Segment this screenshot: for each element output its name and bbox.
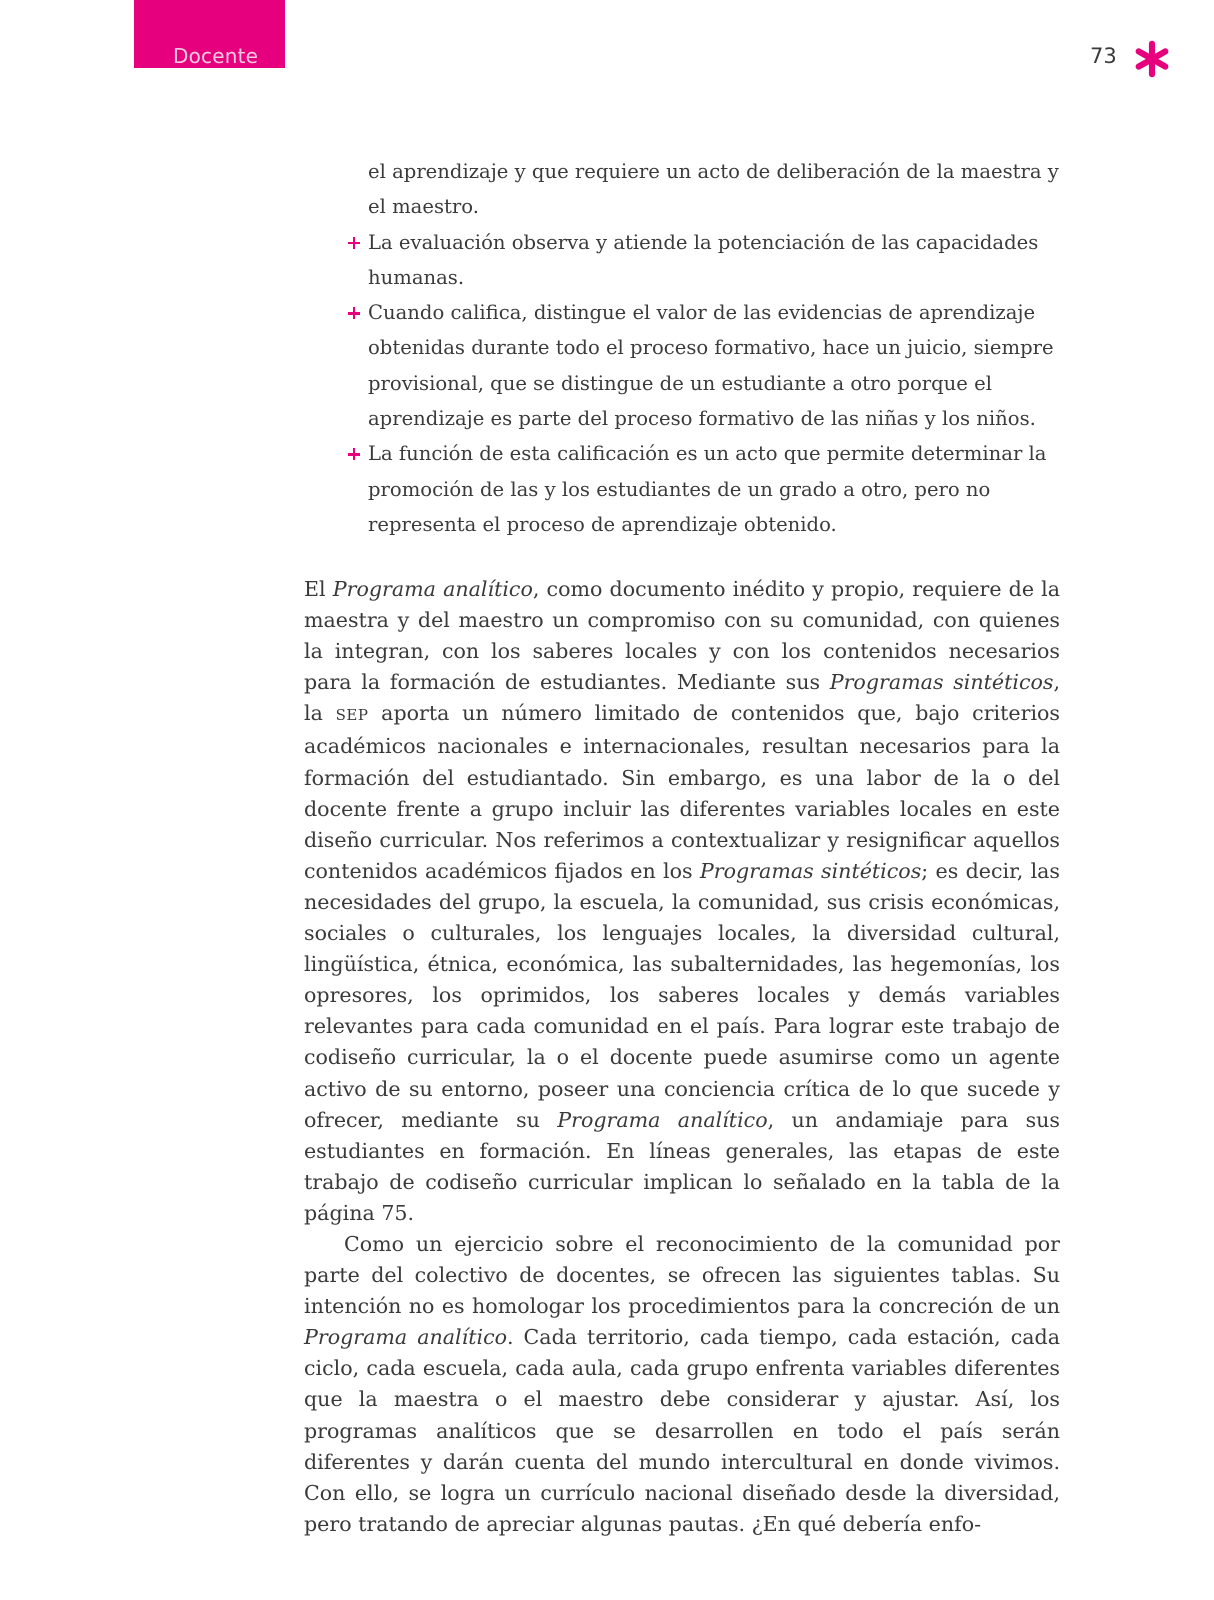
text-run: El — [304, 577, 333, 601]
italic-title: Programas sintéticos — [699, 858, 922, 883]
text-run: , la — [304, 670, 1060, 726]
italic-title: Programa analítico — [332, 577, 533, 601]
asterisk-icon — [1133, 40, 1171, 78]
text-run: aporta un número limitado de contenidos que, bajo criterios académicos nacionales e internacionales, resultan necesarios para la formación del estudiantado. Sin embargo, es una labor de la o del docente frente a grupo incluir las diferentes variables locales en este diseño curricular. Nos referimos a contextualizar y resignificar aquellos contenidos académicos fijados en los — [304, 701, 1060, 883]
acronym: SEP — [335, 706, 369, 725]
list-item — [348, 225, 1060, 296]
list-item — [348, 436, 1060, 542]
list-item-text: La función de esta calificación es un acto que permite determinar la promoción de las y los estudiantes de un grado a otro, pero no representa el proceso de aprendizaje obtenido. — [368, 442, 1047, 536]
text-run: , como documento inédito y propio, requiere de la maestra y del maestro un compromiso con su comunidad, con quienes la integran, con los saberes locales y con los contenidos necesarios para la formación de estudiantes. Mediante sus — [304, 577, 1061, 695]
list-item-text: La evaluación observa y atiende la potenciación de las capacidades humanas. — [368, 230, 1039, 289]
list-item-text: Cuando califica, distingue el valor de las evidencias de aprendizaje obtenidas durante todo el proceso formativo, hace un juicio, siempre provisional, que se distingue de un estudiante a otro porque el aprendizaje es parte del proceso formativo de las niñas y los niños. — [368, 301, 1054, 431]
text-run: ; es decir, las necesidades del grupo, la escuela, la comunidad, sus crisis económicas, sociales o culturales, los lenguajes locales, la diversidad cultural, lingüística, étnica, económica, las subalternidades, las hegemonías, los opresores, los oprimidos, los saberes locales y demás variables relevantes para cada comunidad en el país. Para lograr este trabajo de codiseño curricular, la o el docente puede asumirse como un agente activo de su entorno, poseer una conciencia crítica de lo que sucede y ofrecer, mediante su — [304, 858, 1061, 1132]
italic-title: Programas sintéticos — [829, 670, 1054, 695]
bullet-list — [348, 154, 1060, 542]
plus-bullet-icon — [348, 307, 360, 319]
section-tab — [134, 0, 285, 68]
paragraph — [304, 574, 1060, 1229]
text-run: Como un ejercicio sobre el reconocimiento de la comunidad por parte del colectivo de docentes, se ofrecen las siguientes tablas. Su intención no es homologar los procedimientos para la concreción de un — [304, 1231, 1060, 1319]
body-text — [304, 574, 1060, 1540]
plus-bullet-icon — [348, 237, 360, 249]
paragraph — [304, 1229, 1060, 1540]
list-item — [348, 295, 1060, 436]
page-number: 73 — [1090, 44, 1117, 68]
text-run: , un andamiaje para sus estudiantes en formación. En líneas generales, las etapas de este trabajo de codiseño curricular implican lo señalado en la tabla de la página 75. — [304, 1107, 1060, 1225]
list-item-continuation: el aprendizaje y que requiere un acto de deliberación de la maestra y el maestro. — [368, 160, 1059, 219]
italic-title: Programa analítico — [557, 1107, 768, 1132]
section-label: Docente — [173, 44, 259, 68]
text-run: . Cada territorio, cada tiempo, cada estación, cada ciclo, cada escuela, cada aula, cada grupo enfrenta variables diferentes que la maestra o el maestro debe considerar y ajustar. Así, los programas analíticos que se desarrollen en todo el país serán diferentes y darán cuenta del mundo intercultural en donde vivimos. Con ello, se logra un currículo nacional diseñado desde la diversidad, pero tratando de apreciar algunas pautas. ¿En qué debería enfo- — [304, 1325, 1060, 1536]
italic-title: Programa analítico — [304, 1325, 507, 1350]
plus-bullet-icon — [348, 448, 360, 460]
